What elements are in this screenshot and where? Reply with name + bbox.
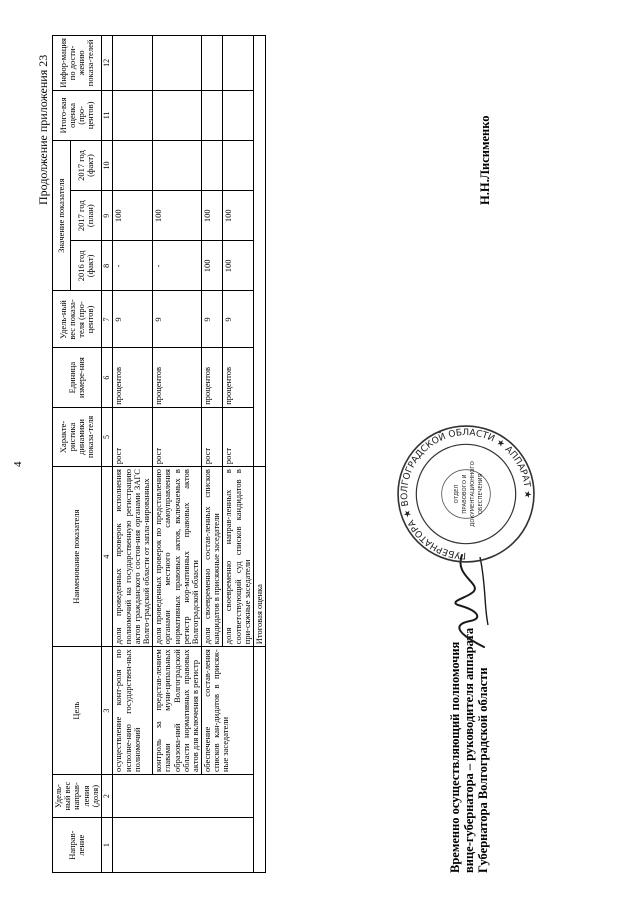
unit-cell: процентов — [223, 348, 254, 407]
value-2017-plan-cell: 100 — [202, 191, 223, 241]
header-dynamics: Характе-ристика динамики показа-теля — [53, 407, 102, 466]
total-cell — [223, 90, 254, 140]
info-cell — [202, 36, 223, 91]
value-2017-fact-cell — [202, 140, 223, 190]
indicator-cell: доля проведенных проверок по представлению органами местного самоуправления нормативных правовых актов, включаемых в регистр нор-мативных правовых актов Волгоградской области — [153, 467, 202, 647]
col-number: 1 — [101, 818, 113, 873]
svg-text:ГУБЕРНАТОРА ★ ВОЛГОГРАДСКОЙ ОБ: ГУБЕРНАТОРА ★ ВОЛГОГРАДСКОЙ ОБЛАСТИ ★ АППАРАТ ★ — [400, 428, 532, 560]
direction-weight-cell — [113, 774, 253, 817]
header-goal: Цель — [53, 647, 102, 775]
weight-cell: 9 — [153, 291, 202, 348]
goal-cell: контроль за представ-лением главами муни-ципальных образова-ний Волгоградской области нормативных правовых актов для включения в регистр — [153, 647, 202, 775]
total-spacer — [253, 647, 265, 873]
signer-name: Н.Н.Лисименко — [478, 115, 492, 205]
continuation-title: Продолжение приложения 23 — [36, 54, 50, 205]
weight-cell: 9 — [223, 291, 254, 348]
header-value-group: Значение показателя — [53, 140, 71, 291]
goal-cell: осуществление конт-роля по исполне-нию государствен-ных полномочий — [113, 647, 153, 775]
total-cell — [202, 90, 223, 140]
header-unit: Единица измере-ния — [53, 348, 102, 407]
direction-cell — [113, 818, 253, 873]
info-cell — [153, 36, 202, 91]
official-seal — [395, 423, 537, 565]
column-number-row — [101, 36, 113, 873]
value-2016-cell: 100 — [223, 241, 254, 291]
dynamics-cell: рост — [202, 407, 223, 466]
weight-cell: 9 — [202, 291, 223, 348]
weight-cell: 9 — [113, 291, 153, 348]
page-number: 4 — [12, 461, 24, 467]
svg-text:ПРАВОВОГО И: ПРАВОВОГО И — [462, 474, 468, 514]
col-number: 12 — [101, 36, 113, 91]
unit-cell: процентов — [113, 348, 153, 407]
info-cell — [223, 36, 254, 91]
indicator-cell: доля своевременно состав-ленных списков кандидатов в присяжные заседатели — [202, 467, 223, 647]
header-indicator-weight: Удель-ный вес показа-теля (про-центов) — [53, 291, 102, 348]
header-total-score: Итого-вая оценка (про-центов) — [53, 90, 102, 140]
value-2017-plan-cell: 100 — [113, 191, 153, 241]
total-cell — [153, 90, 202, 140]
total-spacer — [253, 36, 265, 467]
col-number: 6 — [101, 348, 113, 407]
col-number: 3 — [101, 647, 113, 775]
value-2016-cell: - — [153, 241, 202, 291]
col-number: 4 — [101, 467, 113, 647]
header-2016: 2016 год (факт) — [70, 241, 101, 291]
table-row — [113, 36, 153, 873]
svg-text:ДОКУМЕНТАЦИОННОГО: ДОКУМЕНТАЦИОННОГО — [470, 461, 477, 527]
header-indicator-name: Наименование показателя — [53, 467, 102, 647]
value-2017-fact-cell — [153, 140, 202, 190]
header-direction: Направ-ление — [53, 818, 102, 873]
table-row — [202, 36, 223, 873]
dynamics-cell: рост — [223, 407, 254, 466]
table-row — [153, 36, 202, 873]
col-number: 10 — [101, 140, 113, 190]
svg-text:ОТДЕЛ: ОТДЕЛ — [453, 484, 460, 504]
signature-block — [448, 628, 490, 873]
header-info: Инфор-мация по дости-жению показа-телей — [53, 36, 102, 91]
header-2017-fact: 2017 год (факт) — [70, 140, 101, 190]
value-2016-cell: 100 — [202, 241, 223, 291]
value-2017-plan-cell: 100 — [153, 191, 202, 241]
value-2017-fact-cell — [113, 140, 153, 190]
goal-cell: обеспечение состав-ления списков кан-дидатов в присяж-ные заседатели — [202, 647, 254, 775]
total-label: Итоговая оценка — [253, 467, 265, 647]
indicators-table — [52, 35, 266, 873]
value-2016-cell: - — [113, 241, 153, 291]
dynamics-cell: рост — [153, 407, 202, 466]
value-2017-plan-cell: 100 — [223, 191, 254, 241]
svg-text:ОБЕСПЕЧЕНИЯ: ОБЕСПЕЧЕНИЯ — [478, 473, 485, 515]
total-cell — [113, 90, 153, 140]
info-cell — [113, 36, 153, 91]
col-number: 9 — [101, 191, 113, 241]
unit-cell: процентов — [153, 348, 202, 407]
col-number: 2 — [101, 774, 113, 817]
header-row-1 — [53, 36, 71, 873]
signer-position-line: Губернатора Волгоградской области — [476, 667, 490, 873]
col-number: 7 — [101, 291, 113, 348]
dynamics-cell: рост — [113, 407, 153, 466]
col-number: 5 — [101, 407, 113, 466]
signer-position-line: Временно осуществляющий полномочия — [448, 641, 462, 873]
value-2017-fact-cell — [223, 140, 254, 190]
header-direction-weight: Удель-ный вес направ-ления (доля) — [53, 774, 102, 817]
col-number: 8 — [101, 241, 113, 291]
indicator-cell: доля своевременно направ-ленных в соответствующий суд списков кандидатов в при-сяжные заседатели — [223, 467, 254, 647]
total-row — [253, 36, 265, 873]
unit-cell: процентов — [202, 348, 223, 407]
header-2017-plan: 2017 год (план) — [70, 191, 101, 241]
indicator-cell: доля проведенных проверок исполнения полномочий на государственную регистрацию актов гражданского состоя-ния органами ЗАГС Волго-градской области от запла-нированных — [113, 467, 153, 647]
col-number: 11 — [101, 90, 113, 140]
signer-position-line: вице-губернатора – руководителя аппарата — [462, 627, 476, 873]
